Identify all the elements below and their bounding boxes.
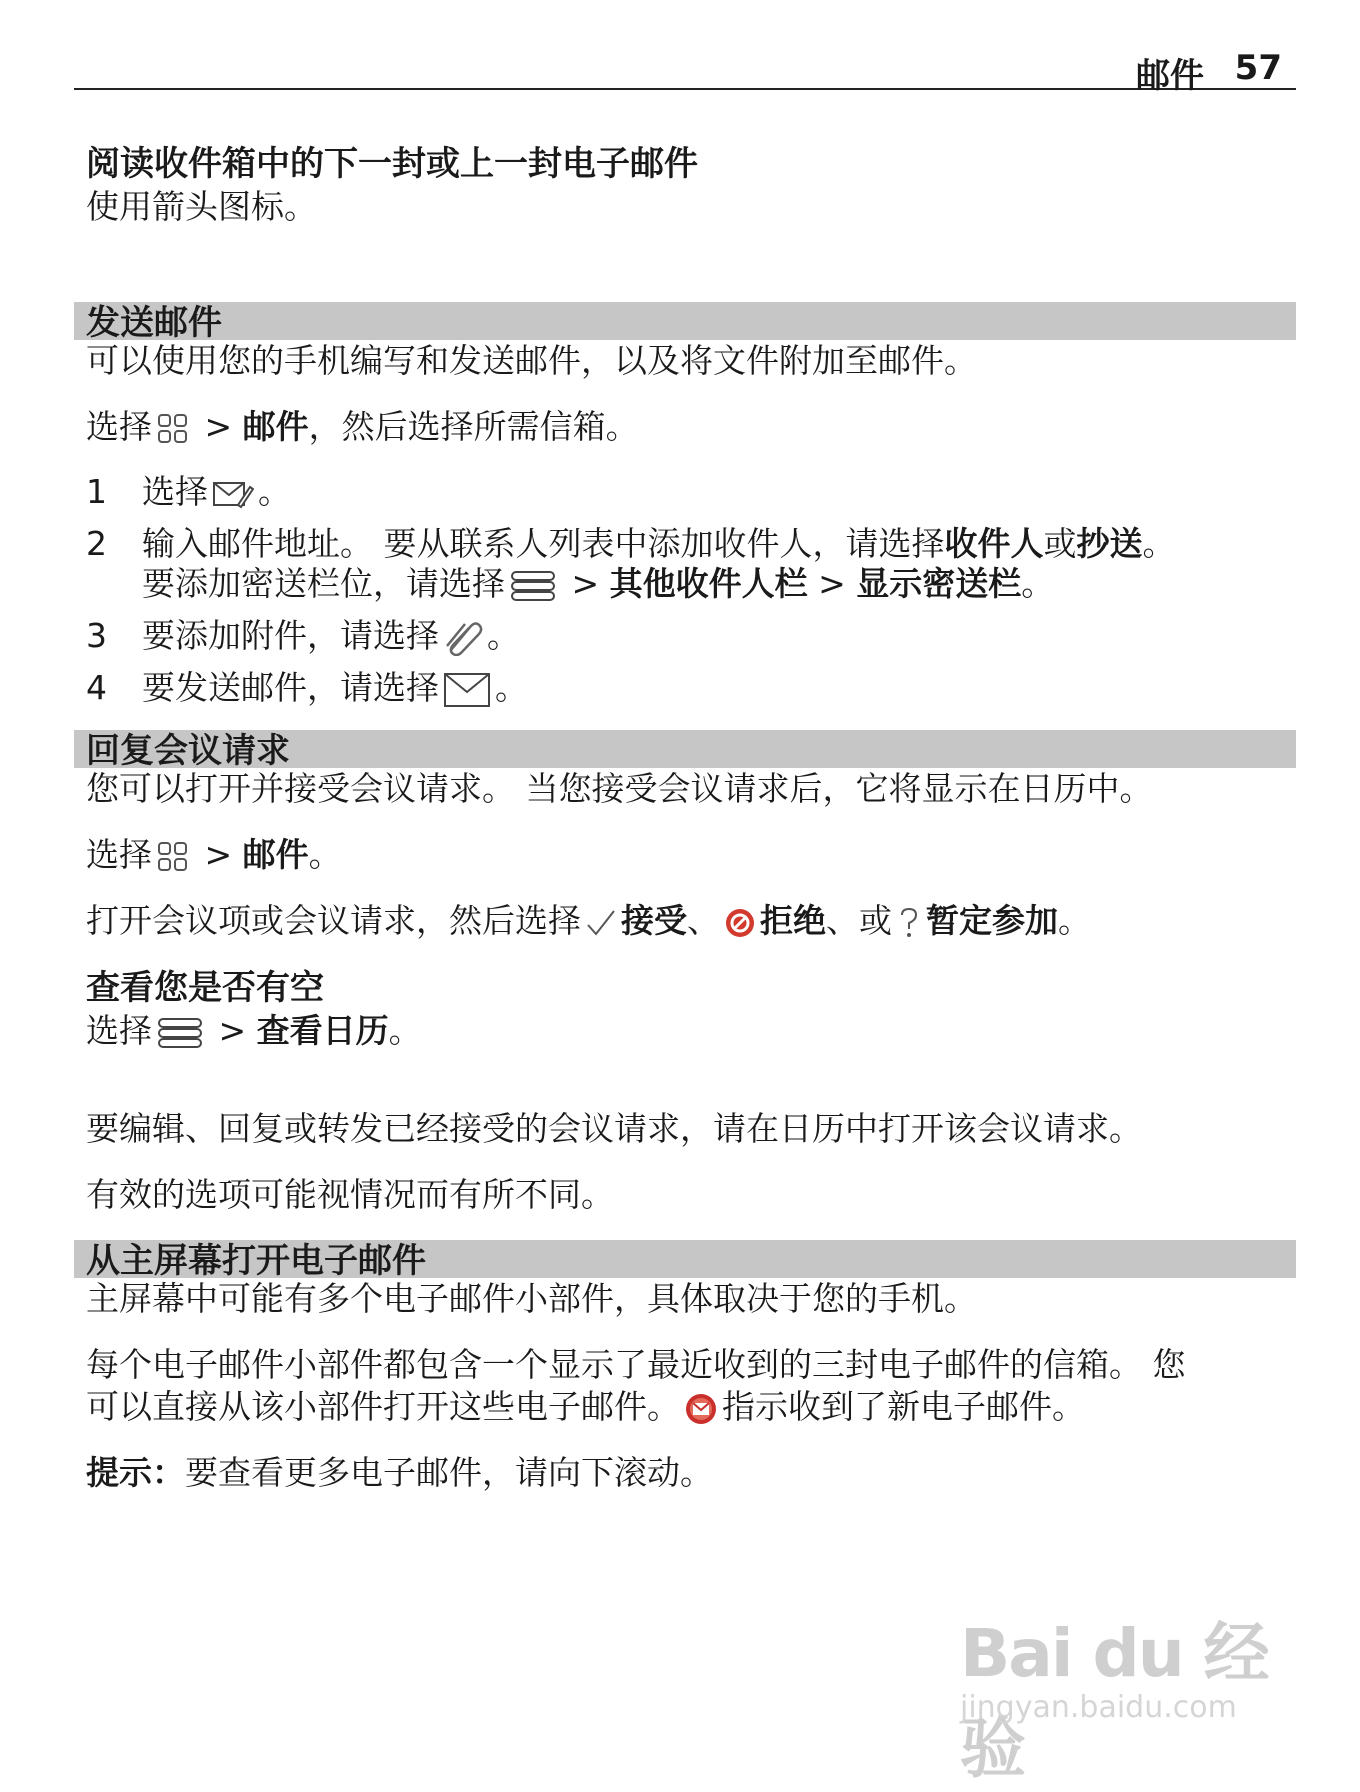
apps-grid-icon — [156, 840, 190, 874]
text: 输入邮件地址。 要从联系人列表中添加收件人，请选择 — [142, 524, 945, 563]
meeting-respond-line — [86, 900, 1286, 942]
to-field-label: 收件人 — [944, 524, 1044, 563]
text: 或 — [1043, 524, 1077, 563]
text: 、或 — [826, 901, 892, 940]
heading-open-from-home: 从主屏幕打开电子邮件 — [74, 1240, 1296, 1278]
text: 要发送邮件，请选择 — [142, 668, 439, 707]
page-number: 57 — [1234, 48, 1282, 88]
meeting-intro: 您可以打开并接受会议请求。 当您接受会议请求后，它将显示在日历中。 — [86, 769, 1153, 808]
tentative-label: 暂定参加 — [926, 901, 1058, 940]
text: ，然后选择所需信箱。 — [308, 407, 639, 446]
text: 。 — [308, 835, 342, 874]
send-select-line — [86, 406, 1286, 448]
text: 。 — [1058, 901, 1091, 940]
text: 要添加附件，请选择 — [142, 616, 439, 655]
menu-lines-icon — [156, 1016, 204, 1050]
watermark-brand: Bai du 经验 — [960, 1615, 1268, 1787]
step-number: 3 — [86, 616, 107, 655]
heading-send-mail: 发送邮件 — [74, 302, 1296, 340]
send-intro: 可以使用您的手机编写和发送邮件，以及将文件附加至邮件。 — [86, 341, 977, 380]
step-2 — [86, 524, 1286, 604]
text: 指示收到了新电子邮件。 — [722, 1387, 1085, 1426]
text: 、 — [687, 901, 720, 940]
baidu-watermark — [960, 1590, 1280, 1787]
heading-read-next: 阅读收件箱中的下一封或上一封电子邮件 — [86, 144, 698, 184]
send-steps — [86, 472, 1286, 708]
cc-field-label: 抄送 — [1076, 524, 1143, 563]
page-content — [86, 142, 1286, 1518]
text: > — [194, 407, 243, 446]
envelope-icon — [443, 672, 491, 708]
tip-text: 要查看更多电子邮件，请向下滚动。 — [185, 1453, 713, 1492]
tip-line — [86, 1452, 1286, 1494]
checkmark-icon — [585, 907, 617, 939]
tip-label: 提示： — [86, 1453, 185, 1492]
step-3 — [86, 616, 1286, 656]
text: > — [807, 564, 857, 603]
text: 。 — [388, 1011, 422, 1050]
text: 。 — [1142, 524, 1176, 563]
menu-mail-label: 邮件 — [242, 407, 309, 446]
text: 选择 — [86, 1011, 152, 1050]
apps-grid-icon — [156, 412, 190, 446]
text: 。 — [487, 616, 520, 655]
page-header — [74, 40, 1296, 96]
new-mail-icon — [684, 1392, 718, 1426]
text: 选择 — [142, 472, 208, 511]
text: 选择 — [86, 407, 152, 446]
other-recipient-fields-label: 其他收件人栏 — [609, 564, 808, 603]
step-number: 2 — [86, 524, 107, 563]
step-number: 4 — [86, 668, 107, 707]
availability-select-line — [86, 1010, 1286, 1052]
step-1 — [86, 472, 1286, 512]
paperclip-icon — [443, 620, 483, 656]
read-next-text: 使用箭头图标。 — [86, 187, 317, 226]
text: 要添加密送栏位，请选择 — [142, 564, 505, 603]
decline-label: 拒绝 — [760, 901, 826, 940]
text: 选择 — [86, 835, 152, 874]
step-4 — [86, 668, 1286, 708]
heading-check-availability: 查看您是否有空 — [86, 968, 324, 1008]
menu-lines-icon — [509, 569, 557, 603]
step-number: 1 — [86, 472, 107, 511]
accept-label: 接受 — [621, 901, 687, 940]
question-icon — [896, 906, 922, 940]
options-vary-text: 有效的选项可能视情况而有所不同。 — [86, 1175, 614, 1214]
meeting-select-line — [86, 834, 1286, 876]
watermark-url: jingyan.baidu.com — [960, 1690, 1237, 1725]
text: > — [561, 564, 610, 603]
show-bcc-label: 显示密送栏 — [856, 564, 1022, 603]
text: 。 — [495, 668, 528, 707]
view-calendar-label: 查看日历 — [256, 1011, 389, 1050]
compose-mail-icon — [212, 477, 254, 511]
decline-icon — [724, 907, 756, 939]
home-widget-detail — [86, 1344, 1286, 1428]
text: 打开会议项或会议请求，然后选择 — [86, 901, 581, 940]
home-widget-intro: 主屏幕中可能有多个电子邮件小部件，具体取决于您的手机。 — [86, 1279, 977, 1318]
edit-meeting-text: 要编辑、回复或转发已经接受的会议请求，请在日历中打开该会议请求。 — [86, 1109, 1142, 1148]
text: 可以直接从该小部件打开这些电子邮件。 — [86, 1387, 680, 1426]
header-section-title: 邮件 — [1136, 56, 1204, 96]
text: 。 — [258, 472, 291, 511]
text: > — [208, 1011, 257, 1050]
text: > — [194, 835, 243, 874]
menu-mail-label: 邮件 — [242, 835, 309, 874]
text: 。 — [1021, 564, 1055, 603]
heading-meeting-request: 回复会议请求 — [74, 730, 1296, 768]
text: 每个电子邮件小部件都包含一个显示了最近收到的三封电子邮件的信箱。 您 — [86, 1345, 1186, 1384]
